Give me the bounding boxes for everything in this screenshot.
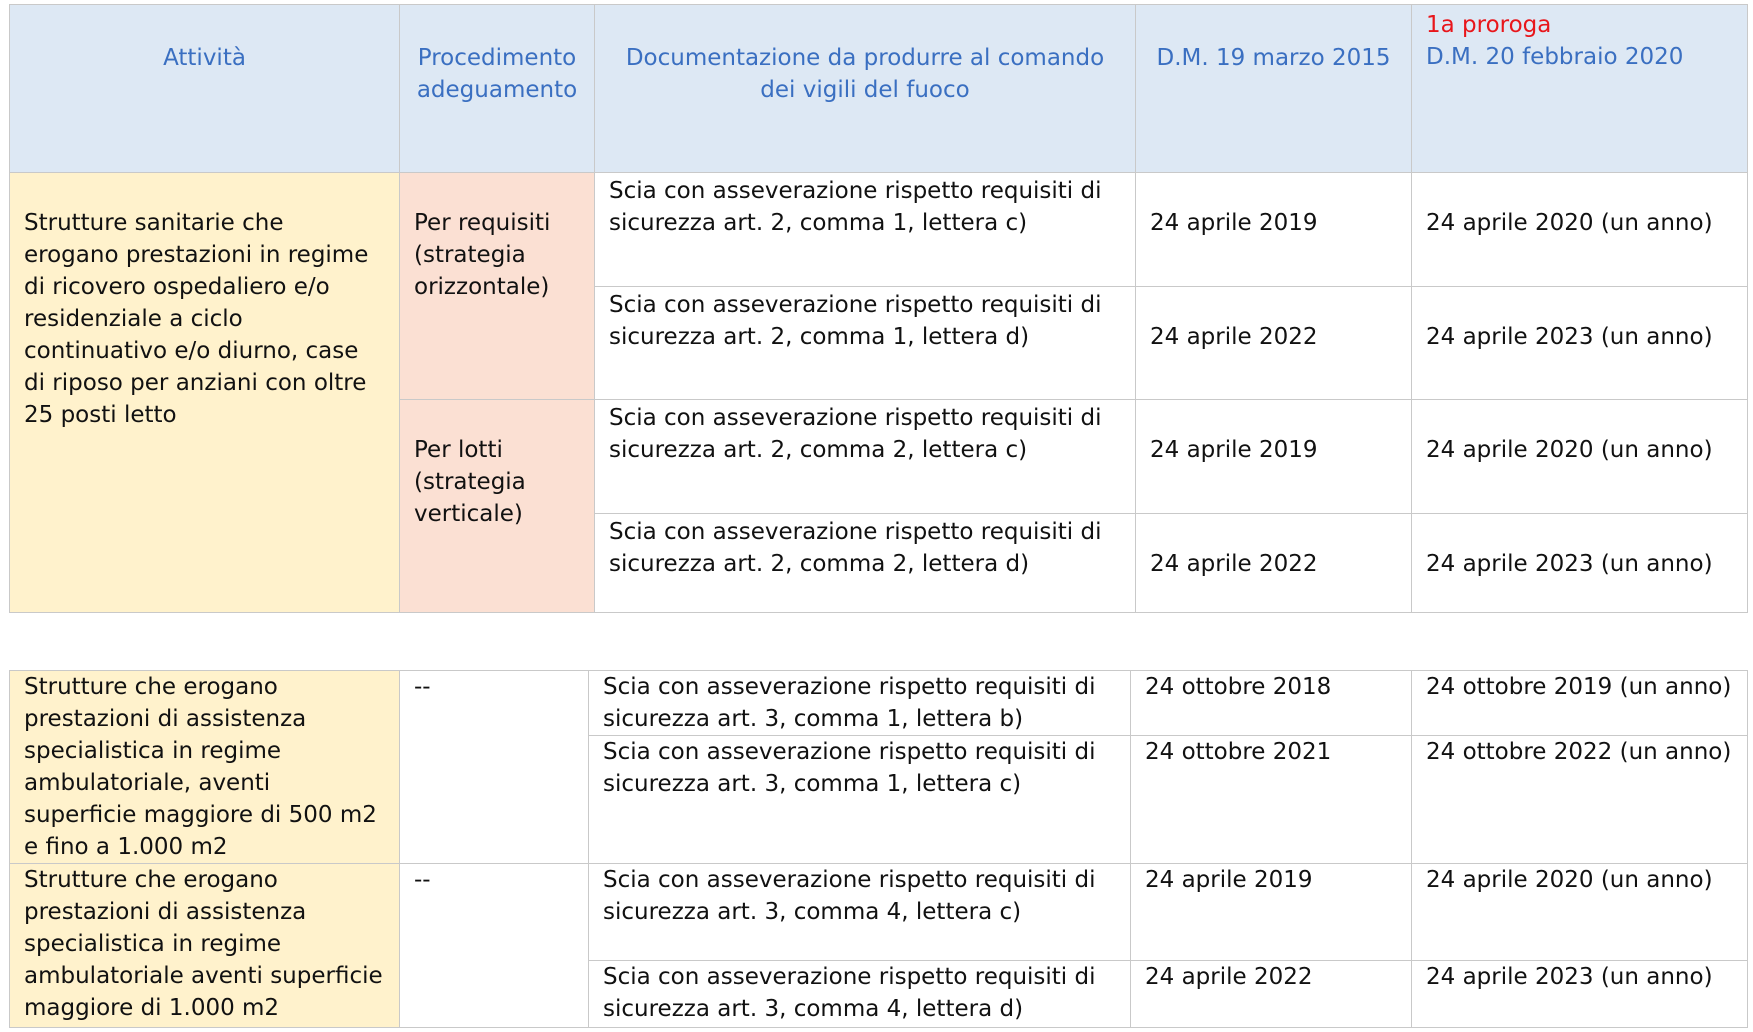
table-header-row xyxy=(10,5,1748,173)
activity-cell: Strutture sanitarie che erogano prestazioni in regime di ricovero ospedaliero e/o residenziale a ciclo continuativo e/o diurno, case di riposo per anziani con oltre 25 posti letto xyxy=(10,173,400,613)
activity-cell: Strutture che erogano prestazioni di assistenza specialistica in regime ambulatoriale aventi superficie maggiore di 1.000 m2 xyxy=(10,864,400,1028)
documentation-cell: Scia con asseverazione rispetto requisiti di sicurezza art. 3, comma 4, lettera d) xyxy=(589,961,1131,1028)
dm2015-date-cell: 24 aprile 2022 xyxy=(1136,287,1412,400)
dm2020-date-cell: 24 aprile 2023 (un anno) xyxy=(1412,287,1748,400)
procedure-cell: -- xyxy=(400,671,589,864)
table-row xyxy=(10,173,1748,287)
procedure-cell: -- xyxy=(400,864,589,1028)
documentation-cell: Scia con asseverazione rispetto requisiti di sicurezza art. 2, comma 2, lettera c) xyxy=(595,400,1136,514)
dm2015-date-cell: 24 ottobre 2021 xyxy=(1131,736,1412,864)
header-dm-2020-label: D.M. 20 febbraio 2020 xyxy=(1426,44,1684,70)
documentation-cell: Scia con asseverazione rispetto requisiti di sicurezza art. 2, comma 2, lettera d) xyxy=(595,514,1136,613)
documentation-cell: Scia con asseverazione rispetto requisiti di sicurezza art. 2, comma 1, lettera c) xyxy=(595,173,1136,287)
procedure-cell-requirements: Per requisiti (strategia orizzontale) xyxy=(400,173,595,400)
header-dm-2020 xyxy=(1412,5,1748,173)
dm2015-date-cell: 24 aprile 2019 xyxy=(1131,864,1412,961)
dm2020-date-cell: 24 aprile 2020 (un anno) xyxy=(1412,173,1748,287)
deadlines-table-hospital xyxy=(9,4,1748,613)
header-procedure: Procedimento adeguamento xyxy=(400,5,595,173)
dm2015-date-cell: 24 aprile 2019 xyxy=(1136,400,1412,514)
dm2020-date-cell: 24 aprile 2020 (un anno) xyxy=(1412,400,1748,514)
dm2015-date-cell: 24 aprile 2019 xyxy=(1136,173,1412,287)
dm2020-date-cell: 24 aprile 2023 (un anno) xyxy=(1412,514,1748,613)
documentation-cell: Scia con asseverazione rispetto requisiti di sicurezza art. 3, comma 4, lettera c) xyxy=(589,864,1131,961)
documentation-cell: Scia con asseverazione rispetto requisiti di sicurezza art. 2, comma 1, lettera d) xyxy=(595,287,1136,400)
procedure-cell-lots: Per lotti (strategia verticale) xyxy=(400,400,595,613)
dm2015-date-cell: 24 ottobre 2018 xyxy=(1131,671,1412,736)
header-documentation: Documentazione da produrre al comando dei vigili del fuoco xyxy=(595,5,1136,173)
deadlines-table-outpatient xyxy=(9,670,1748,1028)
activity-cell: Strutture che erogano prestazioni di assistenza specialistica in regime ambulatoriale, aventi superficie maggiore di 500 m2 e fino a 1.000 m2 xyxy=(10,671,400,864)
header-extension-label: 1a proroga xyxy=(1426,12,1552,38)
header-dm-2015: D.M. 19 marzo 2015 xyxy=(1136,5,1412,173)
dm2020-date-cell: 24 aprile 2020 (un anno) xyxy=(1412,864,1748,961)
dm2020-date-cell: 24 ottobre 2019 (un anno) xyxy=(1412,671,1748,736)
documentation-cell: Scia con asseverazione rispetto requisiti di sicurezza art. 3, comma 1, lettera b) xyxy=(589,671,1131,736)
dm2015-date-cell: 24 aprile 2022 xyxy=(1131,961,1412,1028)
table-row xyxy=(10,671,1748,736)
table-row xyxy=(10,864,1748,961)
dm2020-date-cell: 24 ottobre 2022 (un anno) xyxy=(1412,736,1748,864)
header-activity: Attività xyxy=(10,5,400,173)
documentation-cell: Scia con asseverazione rispetto requisiti di sicurezza art. 3, comma 1, lettera c) xyxy=(589,736,1131,864)
dm2015-date-cell: 24 aprile 2022 xyxy=(1136,514,1412,613)
dm2020-date-cell: 24 aprile 2023 (un anno) xyxy=(1412,961,1748,1028)
